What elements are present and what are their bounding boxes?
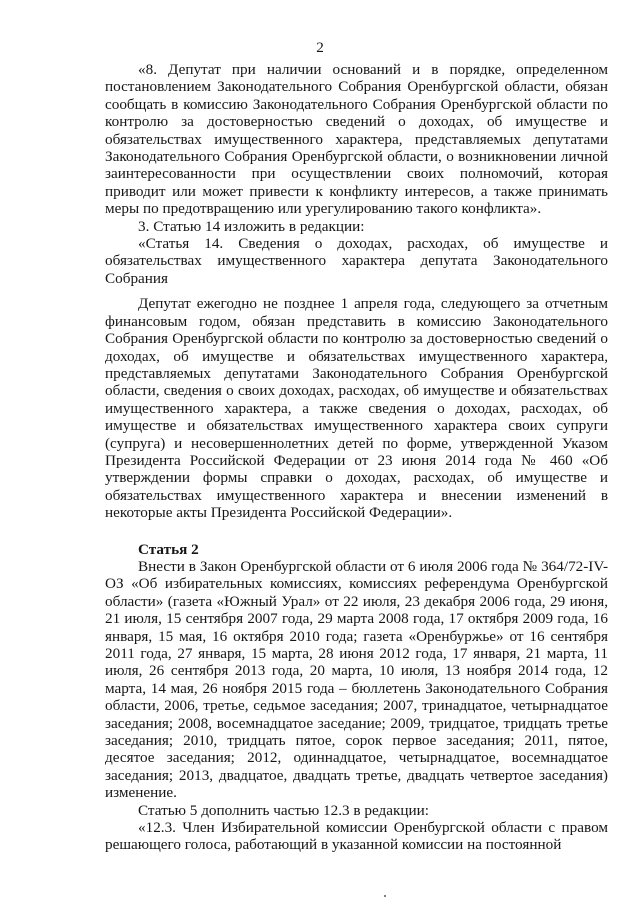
paragraph-law-amendment: Внести в Закон Оренбургской области от 6 июля 2006 года № 364/72-IV-ОЗ «Об избирательных комиссиях, комиссиях референдума Оренбургской области» (газета «Южный Урал» от 22 июля, 23 декабря 2006 года, 29 июня, 21 июля, 15 сентября 2007 года, 29 марта 2008 года, 17 октября 2009 года, 16 января, 15 мая, 16 октября 2010 года; газета «Оренбуржье» от 16 сентября 2011 года, 27 января, 15 марта, 28 июня 2012 года, 17 января, 21 марта, 11 июля, 26 сентября 2013 года, 20 марта, 10 июля, 13 ноября 2014 года, 12 марта, 14 мая, 26 ноября 2015 года – бюллетень Законодательного Собрания области, 2006, третье, седьмое заседания; 2007, тринадцатое, четырнадцатое заседания; 2008, восемнадцатое заседание; 2009, тридцатое, тридцать третье заседания; 2010, тридцать пятое, сорок первое заседания; 2011, пятое, десятое заседания; 2012, одиннадцатое, четырнадцатое, восемнадцатое заседания; 2013, двадцатое, двадцать третье, двадцать четвертое заседания) изменение. — [105, 557, 608, 802]
page-number: 2 — [316, 39, 324, 56]
article-2-heading: Статья 2 — [138, 540, 199, 558]
scan-speck — [384, 895, 386, 897]
paragraph-article-5-addition: Статью 5 дополнить частью 12.3 в редакции: — [138, 801, 429, 819]
document-body — [105, 61, 608, 854]
paragraph-deputy-annual-report: Депутат ежегодно не позднее 1 апреля года, следующего за отчетным финансовым годом, обязан представить в комиссию Законодательного Собрания Оренбургской области по контролю за достоверностью сведений о доходах, об имуществе и обязательствах имущественного характера, представляемых депутатами Законодательного Собрания Оренбургской области, сведения о своих доходах, расходах, об имуществе и обязательствах имущественного характера, а также сведения о доходах, расходах, об имуществе и обязательствах имущественного характера своих супруги (супруга) и несовершеннолетних детей по форме, утвержденной Указом Президента Российской Федерации от 23 июня 2014 года № 460 «Об утверждении формы справки о доходах, расходах, об имуществе и обязательствах имущественного характера и внесении изменений в некоторые акты Президента Российской Федерации». — [105, 295, 608, 522]
paragraph-item-12-3: «12.3. Член Избирательной комиссии Оренбургской области с правом решающего голоса, работающий в указанной комиссии на постоянной — [105, 819, 608, 854]
paragraph-article-14-amendment: 3. Статью 14 изложить в редакции: — [138, 217, 365, 235]
paragraph-article-14-title: «Статья 14. Сведения о доходах, расходах, об имуществе и обязательствах имущественного характера депутата Законодательного Собрания — [105, 235, 608, 287]
paragraph-item-8-declaration: «8. Депутат при наличии оснований и в порядке, определенном постановлением Законодательного Собрания Оренбургской области, обязан сообщать в комиссию Законодательного Собрания Оренбургской области по контролю за достоверностью сведений о доходах, об имуществе и обязательствах имущественного характера, представляемых депутатами Законодательного Собрания Оренбургской области, о возникновении личной заинтересованности при осуществлении своих полномочий, которая приводит или может привести к конфликту интересов, а также принимать меры по предотвращению или урегулированию такого конфликта». — [105, 61, 608, 218]
